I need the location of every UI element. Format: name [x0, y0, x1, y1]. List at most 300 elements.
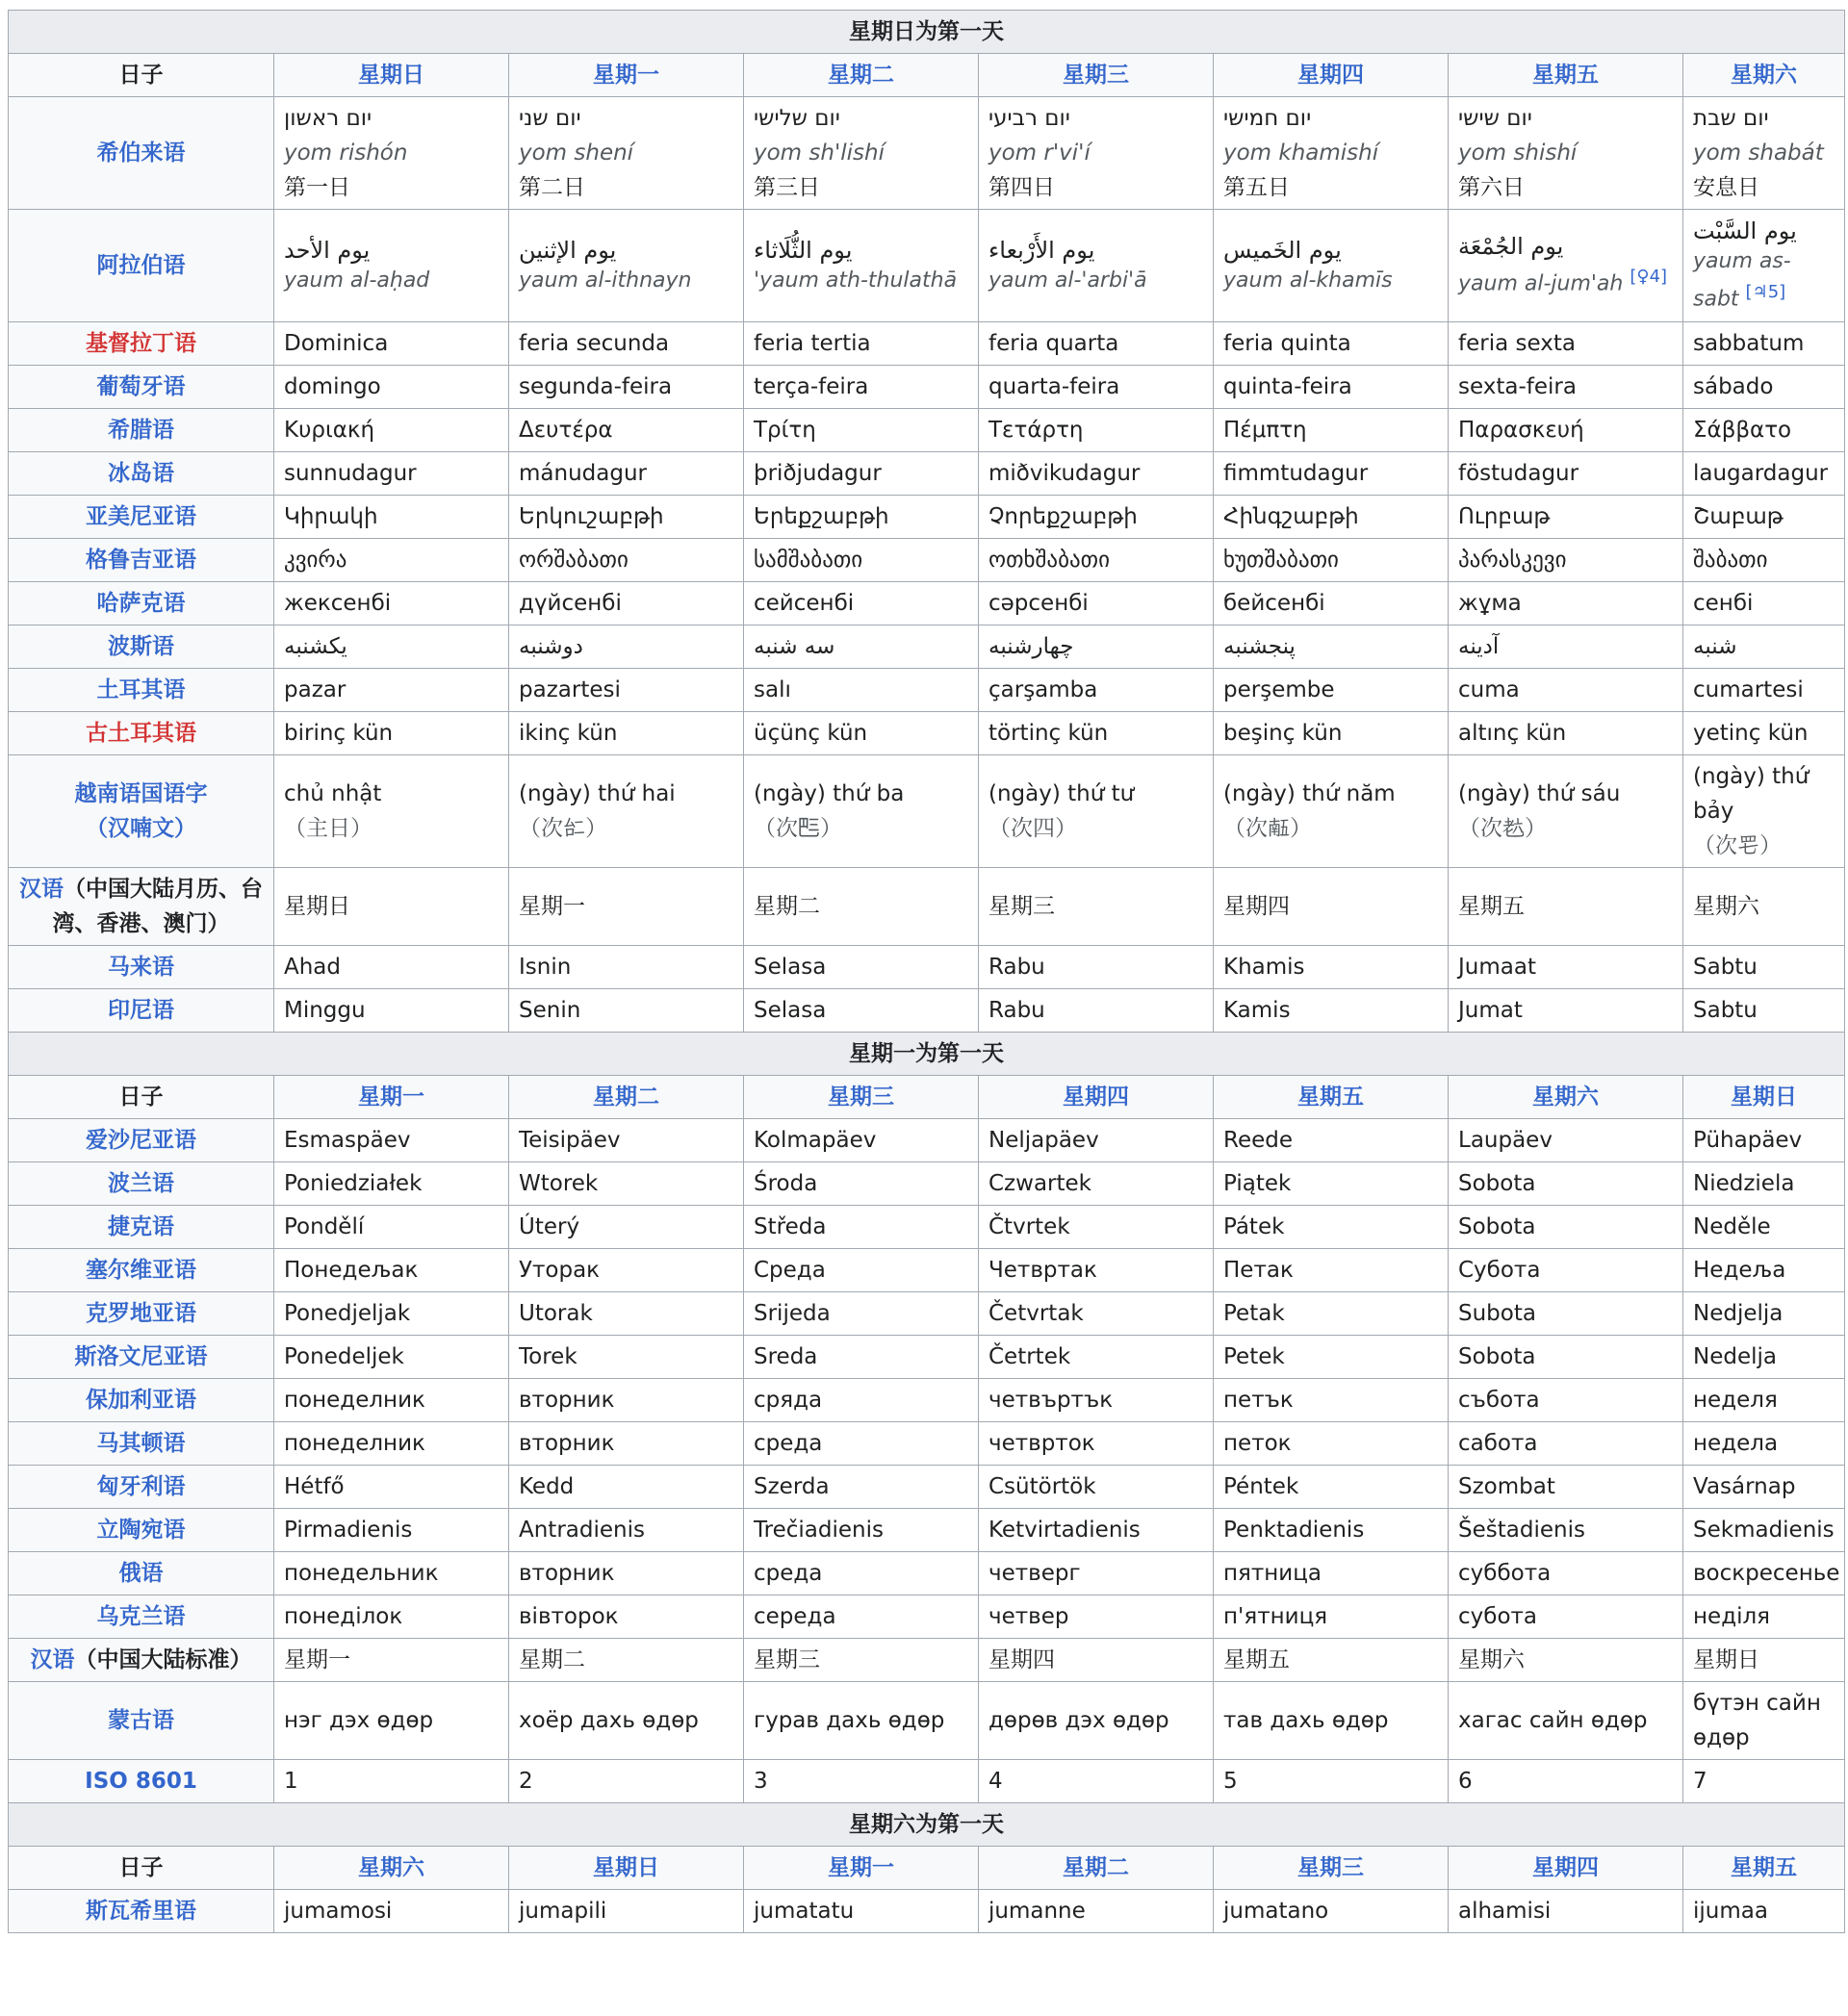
hebrew-script: יום שישי [1458, 106, 1532, 131]
day-header-link[interactable]: 星期四 [1214, 54, 1449, 97]
hebrew-script: יום שבת [1693, 106, 1769, 131]
day-name-cell: петок [1214, 1422, 1449, 1466]
day-name-cell: Subota [1449, 1292, 1683, 1336]
day-name-cell: Poniedziałek [274, 1162, 509, 1206]
arabic-day-cell [1214, 210, 1449, 322]
transliteration-line [754, 266, 968, 296]
section-title-row [9, 1033, 1845, 1076]
day-name-cell: петък [1214, 1379, 1449, 1422]
day-name-cell: laugardagur [1683, 452, 1845, 496]
day-header-link[interactable]: 星期三 [744, 1076, 979, 1119]
transliteration-line [284, 266, 499, 296]
day-header-link[interactable]: 星期三 [1214, 1847, 1449, 1890]
hebrew-script: יום רביעי [988, 106, 1070, 131]
day-name-cell: Péntek [1214, 1466, 1449, 1509]
quoc-ngu: (ngày) thứ năm [1223, 781, 1396, 806]
day-header-link[interactable]: 星期五 [1683, 1847, 1845, 1890]
footnote-link[interactable]: [♃5] [1745, 282, 1786, 303]
hebrew-day-cell [509, 97, 744, 210]
hebrew-day-cell [979, 97, 1214, 210]
language-link[interactable]: 印尼语 [9, 989, 274, 1033]
language-row [9, 409, 1845, 452]
day-name-cell: Senin [509, 989, 744, 1033]
language-link[interactable]: 希伯来语 [9, 97, 274, 210]
day-name-cell: Niedziela [1683, 1162, 1845, 1206]
day-name-cell: 星期三 [744, 1639, 979, 1682]
day-name-cell: jumatatu [744, 1890, 979, 1933]
day-name-cell: Utorak [509, 1292, 744, 1336]
day-name-cell: Петак [1214, 1249, 1449, 1292]
day-name-cell: კვირა [274, 539, 509, 582]
day-header-link[interactable]: 星期二 [979, 1847, 1214, 1890]
transliteration-line [988, 266, 1203, 296]
day-name-cell: يكشنبه [274, 625, 509, 669]
day-name-cell: понеделник [274, 1379, 509, 1422]
quoc-ngu: (ngày) thứ tư [988, 781, 1135, 806]
day-name-cell: Հինգշաբթի [1214, 496, 1449, 539]
day-name-cell: altınç kün [1449, 712, 1683, 755]
day-name-cell: پنجشنبه [1214, 625, 1449, 669]
language-link[interactable]: 波兰语 [9, 1162, 274, 1206]
language-note: （中国大陆标准） [74, 1647, 252, 1672]
day-name-cell: Dominica [274, 322, 509, 366]
quoc-ngu: (ngày) thứ ba [754, 781, 905, 806]
day-name-cell: jumapili [509, 1890, 744, 1933]
quoc-ngu: (ngày) thứ sáu [1458, 781, 1621, 806]
language-link[interactable]: 立陶宛语 [9, 1509, 274, 1552]
day-name-cell: Ուրբաթ [1449, 496, 1683, 539]
day-name-cell: چهارشنبه [979, 625, 1214, 669]
day-name-cell: alhamisi [1449, 1890, 1683, 1933]
day-name-cell: гурав дахь өдөр [744, 1682, 979, 1760]
transliteration: yom r'vi'í [988, 140, 1091, 166]
day-name-cell: дүйсенбі [509, 582, 744, 625]
language-row [9, 1249, 1845, 1292]
day-name-cell: feria quarta [979, 322, 1214, 366]
day-name-cell: Šeštadienis [1449, 1509, 1683, 1552]
day-name-cell: Vasárnap [1683, 1466, 1845, 1509]
vietnamese-day-cell [744, 755, 979, 868]
day-name-cell: feria sexta [1449, 322, 1683, 366]
day-name-cell: неділя [1683, 1595, 1845, 1639]
day-name-cell: четвъртък [979, 1379, 1214, 1422]
vietnamese-day-cell [509, 755, 744, 868]
day-name-cell: 星期五 [1214, 1639, 1449, 1682]
section-title-row [9, 1803, 1845, 1847]
language-row [9, 989, 1845, 1033]
day-name-cell: бүтэн сайн өдөр [1683, 1682, 1845, 1760]
day-header-link[interactable]: 星期六 [274, 1847, 509, 1890]
day-name-cell: понедельник [274, 1552, 509, 1595]
language-link[interactable]: 希腊语 [9, 409, 274, 452]
day-header-link[interactable]: 星期六 [1683, 54, 1845, 97]
transliteration: yom rishón [284, 140, 408, 166]
day-name-cell: þriðjudagur [744, 452, 979, 496]
day-name-cell: törtinç kün [979, 712, 1214, 755]
day-name-cell: perşembe [1214, 669, 1449, 712]
language-link[interactable]: 葡萄牙语 [9, 366, 274, 409]
language-row [9, 1595, 1845, 1639]
day-name-cell: Ahad [274, 946, 509, 989]
hebrew-script: יום שני [519, 106, 581, 131]
language-link[interactable]: 格鲁吉亚语 [9, 539, 274, 582]
day-name-cell: Երեքշաբթի [744, 496, 979, 539]
day-name-cell: სამშაბათი [744, 539, 979, 582]
day-name-cell: سه شنبه [744, 625, 979, 669]
day-name-cell: domingo [274, 366, 509, 409]
vietnamese-day-cell [1449, 755, 1683, 868]
language-row [9, 1292, 1845, 1336]
day-header-link[interactable]: 星期四 [979, 1076, 1214, 1119]
day-name-cell: Khamis [1214, 946, 1449, 989]
transliteration: yaum as-sabt [1693, 249, 1791, 312]
language-row [9, 1336, 1845, 1379]
language-row [9, 1422, 1845, 1466]
day-name-cell: Trečiadienis [744, 1509, 979, 1552]
day-name-cell: 星期一 [509, 868, 744, 946]
day-name-cell: середа [744, 1595, 979, 1639]
language-name: 越南语国语字 [74, 781, 208, 806]
day-name-cell: Sobota [1449, 1162, 1683, 1206]
day-name-cell: 星期二 [744, 868, 979, 946]
day-name-cell: 星期六 [1449, 1639, 1683, 1682]
language-link[interactable]: 阿拉伯语 [9, 210, 274, 322]
day-name-cell: çarşamba [979, 669, 1214, 712]
day-name-cell: Pühapäev [1683, 1119, 1845, 1162]
language-link[interactable]: 古土耳其语 [9, 712, 274, 755]
vietnamese-day-cell [274, 755, 509, 868]
language-link[interactable]: 捷克语 [9, 1206, 274, 1249]
day-header-link[interactable]: 星期二 [509, 1076, 744, 1119]
transliteration-line [519, 266, 733, 296]
day-name-cell: среда [744, 1552, 979, 1595]
day-name-cell: Laupäev [1449, 1119, 1683, 1162]
day-name-cell: Kedd [509, 1466, 744, 1509]
day-header-label: 日子 [9, 1847, 274, 1890]
language-link[interactable]: 保加利亚语 [9, 1379, 274, 1422]
day-name-cell: Esmaspäev [274, 1119, 509, 1162]
language-link[interactable]: 爱沙尼亚语 [9, 1119, 274, 1162]
day-name-cell: Уторак [509, 1249, 744, 1292]
chu-nom: （次𦒹） [1458, 816, 1547, 841]
day-header-link[interactable]: 星期日 [509, 1847, 744, 1890]
day-name-cell: Rabu [979, 946, 1214, 989]
vietnamese-day-cell [1214, 755, 1449, 868]
day-header-link[interactable]: 星期一 [744, 1847, 979, 1890]
day-name-cell: 星期日 [1683, 1639, 1845, 1682]
day-name-cell: Субота [1449, 1249, 1683, 1292]
day-name-cell: вторник [509, 1552, 744, 1595]
day-name-cell: Jumaat [1449, 946, 1683, 989]
language-row [9, 1552, 1845, 1595]
day-name-cell: ijumaa [1683, 1890, 1845, 1933]
language-row [9, 1890, 1845, 1933]
day-name-cell: segunda-feira [509, 366, 744, 409]
day-name-cell: Sobota [1449, 1206, 1683, 1249]
day-name-cell: Կիրակի [274, 496, 509, 539]
day-name-cell: ikinç kün [509, 712, 744, 755]
day-name-cell: آدينه [1449, 625, 1683, 669]
day-header-link[interactable]: 星期三 [979, 54, 1214, 97]
day-name-cell: 星期日 [274, 868, 509, 946]
chinese-gloss: 第三日 [754, 175, 820, 200]
day-name-cell: субота [1449, 1595, 1683, 1639]
arabic-day-cell [509, 210, 744, 322]
language-link[interactable]: 斯瓦希里语 [9, 1890, 274, 1933]
day-name-cell: miðvikudagur [979, 452, 1214, 496]
day-name-cell: вторник [509, 1379, 744, 1422]
day-name-cell: Czwartek [979, 1162, 1214, 1206]
vietnamese-day-cell [1683, 755, 1845, 868]
day-name-cell: Ponedjeljak [274, 1292, 509, 1336]
arabic-day-cell [979, 210, 1214, 322]
chu-nom: （主日） [284, 816, 372, 841]
arabic-day-cell [1683, 210, 1845, 322]
day-header-row [9, 1847, 1845, 1890]
day-name-cell: недела [1683, 1422, 1845, 1466]
day-name-cell: terça-feira [744, 366, 979, 409]
arabic-day-cell [1449, 210, 1683, 322]
day-header-link[interactable]: 星期一 [509, 54, 744, 97]
day-header-link[interactable]: 星期四 [1449, 1847, 1683, 1890]
iso-day-number: 5 [1214, 1760, 1449, 1803]
iso-row [9, 1760, 1845, 1803]
day-name-cell: Selasa [744, 989, 979, 1033]
day-name-cell: Sabtu [1683, 946, 1845, 989]
day-name-cell: Понедељак [274, 1249, 509, 1292]
day-header-label: 日子 [9, 54, 274, 97]
transliteration: yaum al-aḥad [284, 268, 430, 293]
day-name-cell: четврток [979, 1422, 1214, 1466]
day-name-cell: beşinç kün [1214, 712, 1449, 755]
day-name-cell: Kamis [1214, 989, 1449, 1033]
day-name-cell: 星期六 [1683, 868, 1845, 946]
language-link[interactable]: 斯洛文尼亚语 [9, 1336, 274, 1379]
transliteration: yom shishí [1458, 140, 1578, 166]
day-name-cell: pazar [274, 669, 509, 712]
language-link[interactable]: 匈牙利语 [9, 1466, 274, 1509]
language-row [9, 712, 1845, 755]
day-name-cell: sexta-feira [1449, 366, 1683, 409]
day-name-cell: дөрөв дэх өдөр [979, 1682, 1214, 1760]
day-name-cell: понеделник [274, 1422, 509, 1466]
quoc-ngu: (ngày) thứ bảy [1693, 764, 1810, 824]
day-name-cell: Jumat [1449, 989, 1683, 1033]
day-name-cell: ხუთშაბათი [1214, 539, 1449, 582]
language-row [9, 1206, 1845, 1249]
day-name-cell: sunnudagur [274, 452, 509, 496]
day-name-cell: хагас сайн өдөр [1449, 1682, 1683, 1760]
day-header-row [9, 54, 1845, 97]
day-name-cell: Sreda [744, 1336, 979, 1379]
day-name-cell: föstudagur [1449, 452, 1683, 496]
day-name-cell: Teisipäev [509, 1119, 744, 1162]
day-name-cell: сабота [1449, 1422, 1683, 1466]
language-row [9, 496, 1845, 539]
day-header-link[interactable]: 星期日 [1683, 1076, 1845, 1119]
section-title-row [9, 11, 1845, 54]
day-name-cell: п'ятниця [1214, 1595, 1449, 1639]
day-header-link[interactable]: 星期六 [1449, 1076, 1683, 1119]
language-header [9, 868, 274, 946]
language-link[interactable]: 克罗地亚语 [9, 1292, 274, 1336]
transliteration: yom khamishí [1223, 140, 1379, 166]
transliteration: yaum al-jum'ah [1458, 271, 1624, 296]
transliteration: yom sh'lishí [754, 140, 886, 166]
language-row [9, 322, 1845, 366]
arabic-script: يوم السَّبْت [1693, 217, 1797, 245]
day-header-link[interactable]: 星期一 [274, 1076, 509, 1119]
day-name-cell: Středa [744, 1206, 979, 1249]
day-name-cell: yetinç kün [1683, 712, 1845, 755]
weekday-names-table [8, 10, 1845, 1933]
language-row [9, 1379, 1845, 1422]
day-name-cell: Երկուշաբթի [509, 496, 744, 539]
day-name-cell: Torek [509, 1336, 744, 1379]
day-name-cell: нэг дэх өдөр [274, 1682, 509, 1760]
day-header-label: 日子 [9, 1076, 274, 1119]
day-header-link[interactable]: 星期五 [1214, 1076, 1449, 1119]
day-name-cell: Ponedeljek [274, 1336, 509, 1379]
language-link[interactable]: 亚美尼亚语 [9, 496, 274, 539]
day-name-cell: Pirmadienis [274, 1509, 509, 1552]
day-name-cell: Isnin [509, 946, 744, 989]
language-link[interactable]: 汉语 [30, 1647, 75, 1672]
day-name-cell: üçünç kün [744, 712, 979, 755]
day-name-cell: Čtvrtek [979, 1206, 1214, 1249]
day-name-cell: mánudagur [509, 452, 744, 496]
day-name-cell: 星期一 [274, 1639, 509, 1682]
day-name-cell: cumartesi [1683, 669, 1845, 712]
language-row [9, 946, 1845, 989]
hebrew-script: יום שלישי [754, 106, 840, 131]
day-name-cell: жексенбі [274, 582, 509, 625]
language-link[interactable]: ISO 8601 [9, 1760, 274, 1803]
day-name-cell: Petek [1214, 1336, 1449, 1379]
day-name-cell: cuma [1449, 669, 1683, 712]
transliteration-line [1458, 262, 1673, 299]
language-link[interactable]: 冰岛语 [9, 452, 274, 496]
day-name-cell: сряда [744, 1379, 979, 1422]
language-link[interactable]: 汉语 [19, 877, 64, 902]
day-name-cell: feria tertia [744, 322, 979, 366]
language-link[interactable]: 俄语 [9, 1552, 274, 1595]
day-name-cell: pazartesi [509, 669, 744, 712]
day-name-cell: jumanne [979, 1890, 1214, 1933]
day-name-cell: Sabtu [1683, 989, 1845, 1033]
language-row [9, 1119, 1845, 1162]
day-name-cell: Minggu [274, 989, 509, 1033]
day-name-cell: ოთხშაბათი [979, 539, 1214, 582]
day-name-cell: feria secunda [509, 322, 744, 366]
iso-day-number: 1 [274, 1760, 509, 1803]
day-name-cell: хоёр дахь өдөр [509, 1682, 744, 1760]
day-name-cell: бейсенбі [1214, 582, 1449, 625]
iso-day-number: 2 [509, 1760, 744, 1803]
quoc-ngu: (ngày) thứ hai [519, 781, 676, 806]
day-name-cell: среда [744, 1422, 979, 1466]
day-name-cell: sábado [1683, 366, 1845, 409]
transliteration: yom shabát [1693, 140, 1824, 166]
language-row-mongolian [9, 1682, 1845, 1760]
language-link[interactable]: 马来语 [9, 946, 274, 989]
day-name-cell: Srijeda [744, 1292, 979, 1336]
day-header-link[interactable]: 星期日 [274, 54, 509, 97]
day-name-cell: пятница [1214, 1552, 1449, 1595]
day-name-cell: суббота [1449, 1552, 1683, 1595]
day-name-cell: Piątek [1214, 1162, 1449, 1206]
chu-nom: （次四） [988, 816, 1077, 841]
day-name-cell: Hétfő [274, 1466, 509, 1509]
arabic-script: يوم الإثنين [519, 237, 617, 264]
arabic-script: يوم الخَميس [1223, 237, 1342, 264]
chinese-gloss: 第四日 [988, 175, 1055, 200]
day-name-cell: Τετάρτη [979, 409, 1214, 452]
language-row [9, 366, 1845, 409]
language-row [9, 539, 1845, 582]
day-name-cell: Κυριακή [274, 409, 509, 452]
chinese-gloss: 第五日 [1223, 175, 1290, 200]
language-link[interactable]: 塞尔维亚语 [9, 1249, 274, 1292]
day-name-cell: воскресенье [1683, 1552, 1845, 1595]
day-name-cell: Παρασκευή [1449, 409, 1683, 452]
day-name-cell: вторник [509, 1422, 744, 1466]
hebrew-script: יום ראשון [284, 106, 372, 131]
footnote-link[interactable]: [♀4] [1630, 267, 1668, 288]
language-link[interactable]: 马其顿语 [9, 1422, 274, 1466]
day-name-cell: Neljapäev [979, 1119, 1214, 1162]
arabic-day-cell [274, 210, 509, 322]
day-name-cell: ორშაბათი [509, 539, 744, 582]
language-link[interactable]: 蒙古语 [9, 1682, 274, 1760]
day-header-link[interactable]: 星期二 [744, 54, 979, 97]
language-row-chinese [9, 868, 1845, 946]
day-name-cell: Σάββατο [1683, 409, 1845, 452]
transliteration-line [1693, 246, 1835, 315]
language-link[interactable]: 基督拉丁语 [9, 322, 274, 366]
section-title: 星期六为第一天 [9, 1803, 1845, 1847]
hebrew-day-cell [744, 97, 979, 210]
day-name-cell: دوشنبه [509, 625, 744, 669]
transliteration-line [1223, 266, 1438, 296]
day-name-cell: Neděle [1683, 1206, 1845, 1249]
day-name-cell: Wtorek [509, 1162, 744, 1206]
language-link[interactable]: 乌克兰语 [9, 1595, 274, 1639]
iso-day-number: 6 [1449, 1760, 1683, 1803]
day-name-cell: Szerda [744, 1466, 979, 1509]
day-name-cell: Četrtek [979, 1336, 1214, 1379]
quoc-ngu: chủ nhật [284, 781, 382, 806]
day-header-link[interactable]: 星期五 [1449, 54, 1683, 97]
hebrew-day-cell [1683, 97, 1845, 210]
language-link[interactable]: 波斯语 [9, 625, 274, 669]
day-name-cell: 星期四 [979, 1639, 1214, 1682]
day-name-cell: jumamosi [274, 1890, 509, 1933]
day-header-row [9, 1076, 1845, 1119]
day-name-cell: شنبه [1683, 625, 1845, 669]
language-row [9, 669, 1845, 712]
iso-day-number: 7 [1683, 1760, 1845, 1803]
day-name-cell: Rabu [979, 989, 1214, 1033]
transliteration: yaum al-khamīs [1223, 268, 1393, 293]
day-name-cell: жұма [1449, 582, 1683, 625]
language-link[interactable]: 土耳其语 [9, 669, 274, 712]
day-name-cell: Úterý [509, 1206, 744, 1249]
day-name-cell: Sobota [1449, 1336, 1683, 1379]
language-link[interactable]: 哈萨克语 [9, 582, 274, 625]
day-name-cell: неделя [1683, 1379, 1845, 1422]
language-link[interactable] [9, 755, 274, 868]
